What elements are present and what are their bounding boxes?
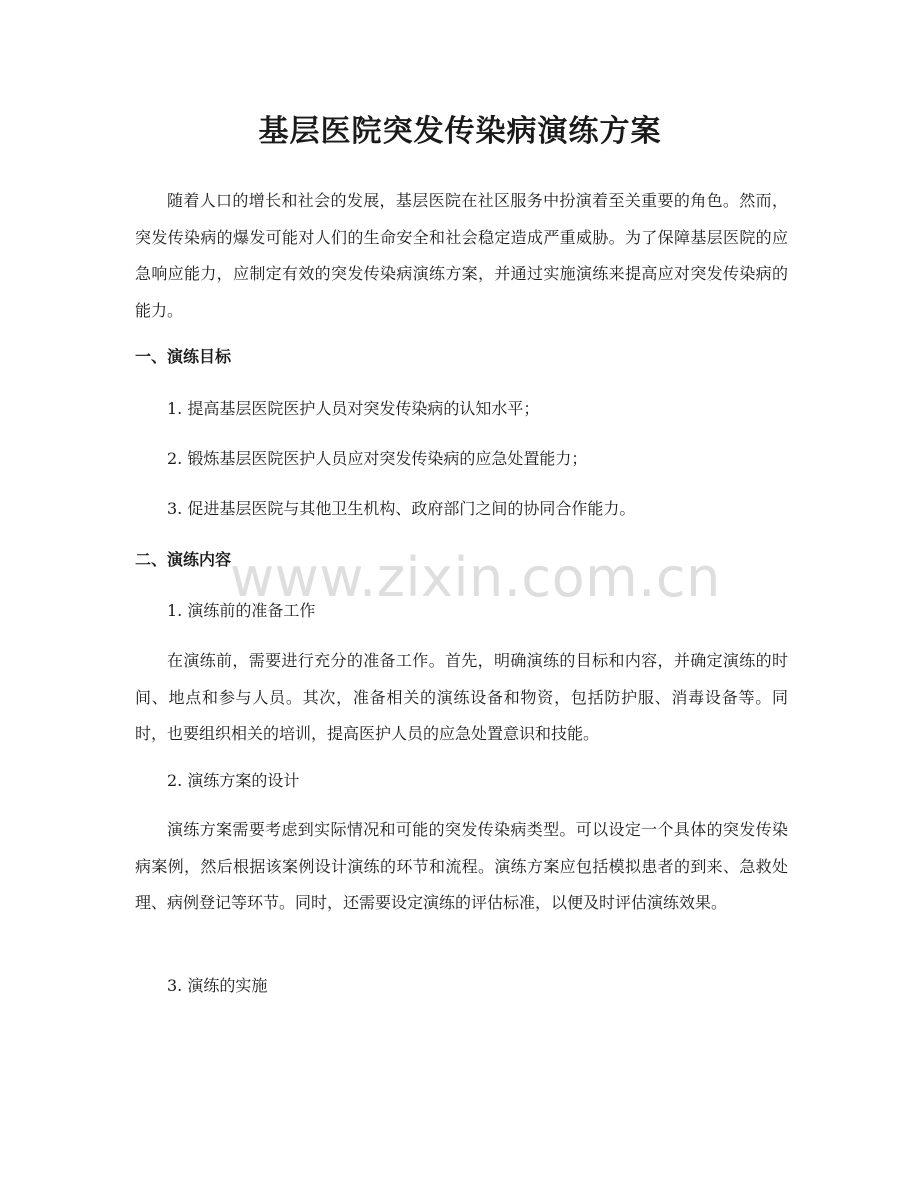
subsection-paragraph: 演练方案需要考虑到实际情况和可能的突发传染病类型。可以设定一个具体的突发传染病案例，然后根据该案例设计演练的环节和流程。演练方案应包括模拟患者的到来、急救处理、病例登记等环节。同时，还需要设定演练的评估标准，以便及时评估演练效果。 bbox=[135, 820, 788, 912]
subsection-paragraph: 在演练前，需要进行充分的准备工作。首先，明确演练的目标和内容，并确定演练的时间、地点和参与人员。其次，准备相关的演练设备和物资，包括防护服、消毒设备等。同时，也要组织相关的培训，提高医护人员的应急处置意识和技能。 bbox=[135, 651, 788, 743]
intro-paragraph: 随着人口的增长和社会的发展，基层医院在社区服务中扮演着至关重要的角色。然而，突发传染病的爆发可能对人们的生命安全和社会稳定造成严重威胁。为了保障基层医院的应急响应能力，应制定有效的突发传染病演练方案，并通过实施演练来提高应对突发传染病的能力。 bbox=[135, 191, 788, 320]
subsection-title: 1. 演练前的准备工作 bbox=[167, 601, 316, 620]
watermark-text: www.zixin.com.cn bbox=[230, 546, 721, 609]
section-heading-content: 二、演练内容 bbox=[135, 550, 232, 569]
section-heading-goals: 一、演练目标 bbox=[135, 347, 232, 366]
goal-item: 1. 提高基层医院医护人员对突发传染病的认知水平； bbox=[167, 399, 540, 418]
goal-item: 2. 锻炼基层医院医护人员应对突发传染病的应急处置能力； bbox=[167, 449, 588, 468]
subsection-title: 3. 演练的实施 bbox=[167, 976, 268, 995]
document-title: 基层医院突发传染病演练方案 bbox=[258, 114, 662, 149]
goal-item: 3. 促进基层医院与其他卫生机构、政府部门之间的协同合作能力。 bbox=[167, 499, 636, 518]
subsection-title: 2. 演练方案的设计 bbox=[167, 771, 300, 790]
